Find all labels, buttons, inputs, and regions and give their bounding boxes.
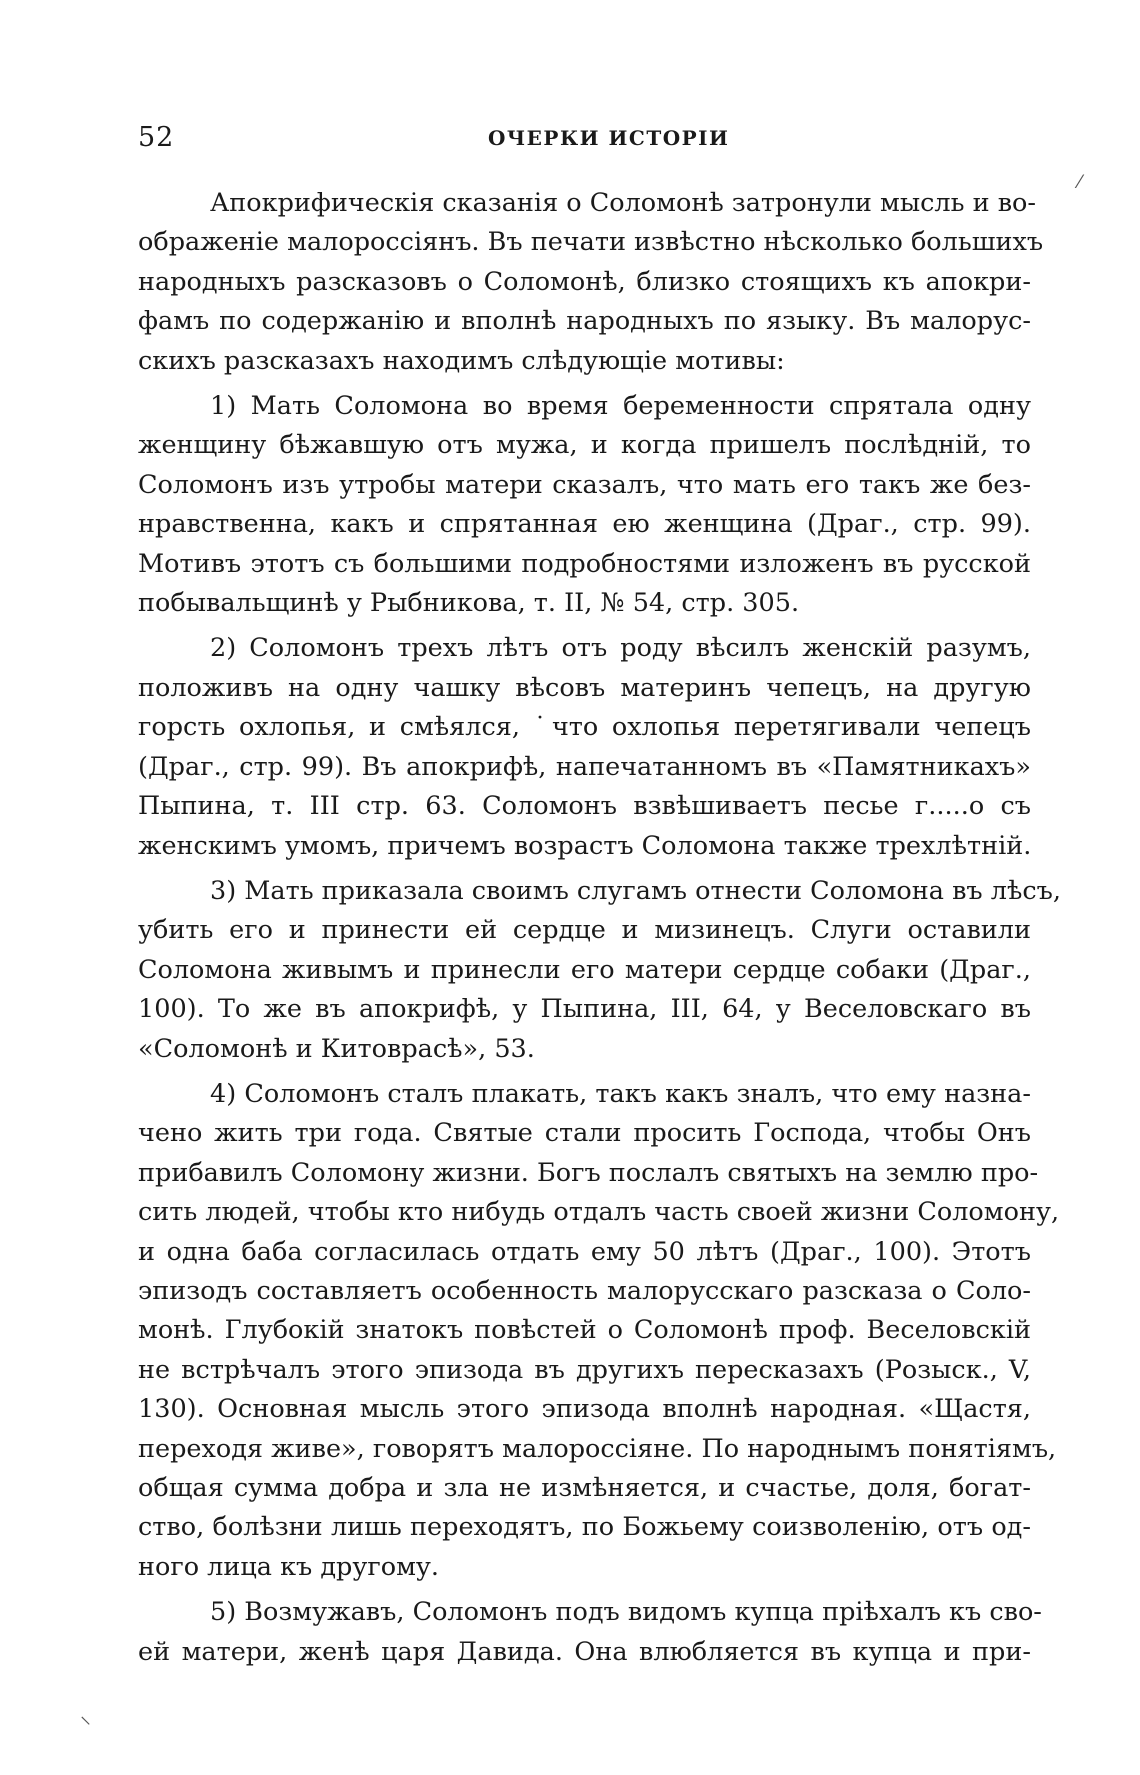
body-text	[138, 184, 1061, 1672]
text-line: ство, болѣзни лишь переходятъ, по Божьему соизволенію, отъ од-	[138, 1512, 1031, 1543]
margin-mark: ⸜	[80, 1704, 92, 1729]
text-line: Мотивъ этотъ съ большими подробностями изложенъ въ русской	[138, 548, 1031, 579]
text-line: 5) Возмужавъ, Соломонъ подъ видомъ купца пріѣхалъ къ сво-	[210, 1597, 1042, 1628]
text-line: нравственна, какъ и спрятанная ею женщина (Драг., стр. 99).	[138, 509, 1031, 540]
text-line: Соломона живымъ и принесли его матери сердце собаки (Драг.,	[138, 954, 1031, 985]
running-title: ОЧЕРКИ ИСТОРІИ	[488, 126, 730, 150]
text-line: сить людей, чтобы кто нибудь отдалъ часть своей жизни Соломону,	[138, 1197, 1060, 1228]
paragraph	[138, 872, 1061, 1069]
text-line: переходя живе», говорятъ малороссіяне. По народнымъ понятіямъ,	[138, 1433, 1057, 1464]
text-line: 130). Основная мысль этого эпизода вполнѣ народная. «Щастя,	[138, 1394, 1031, 1425]
text-line: Соломонъ изъ утробы матери сказалъ, что мать его такъ же без-	[138, 469, 1031, 500]
text-line: убить его и принести ей сердце и мизинецъ. Слуги оставили	[138, 915, 1031, 946]
paragraph	[138, 629, 1031, 865]
margin-mark: ⁄	[1078, 172, 1082, 193]
text-line: не встрѣчалъ этого эпизода въ другихъ пересказахъ (Розыск., V,	[138, 1354, 1031, 1385]
paragraph	[138, 1075, 1060, 1587]
text-line: народныхъ разсказовъ о Соломонѣ, близко стоящихъ къ апокри-	[138, 266, 1031, 297]
text-line: эпизодъ составляетъ особенность малорусскаго разсказа о Соло-	[138, 1275, 1031, 1306]
text-line: ей матери, женѣ царя Давида. Она влюбляется въ купца и при-	[138, 1636, 1031, 1667]
text-line: Апокрифическія сказанія о Соломонѣ затронули мысль и во-	[210, 188, 1037, 218]
text-line: женскимъ умомъ, причемъ возрастъ Соломона также трехлѣтній.	[138, 830, 1032, 861]
text-line: фамъ по содержанію и вполнѣ народныхъ по языку. Въ малорус-	[138, 306, 1031, 337]
text-line: «Соломонѣ и Китоврасѣ», 53.	[138, 1033, 535, 1064]
text-line: (Драг., стр. 99). Въ апокрифѣ, напечатанномъ въ «Памятникахъ»	[138, 751, 1031, 782]
text-line: общая сумма добра и зла не измѣняется, и счастье, доля, богат-	[138, 1473, 1031, 1503]
paragraph	[138, 1593, 1042, 1672]
text-line: скихъ разсказахъ находимъ слѣдующіе мотивы:	[138, 345, 785, 376]
text-line: прибавилъ Соломону жизни. Богъ послалъ святыхъ на землю про-	[138, 1157, 1039, 1188]
page-header	[138, 122, 1031, 156]
text-line: горсть охлопья, и смѣялся, ˙что охлопья перетягивали чепецъ	[138, 712, 1031, 743]
text-line: побывальщинѣ у Рыбникова, т. II, № 54, стр. 305.	[138, 588, 800, 619]
paragraph	[138, 387, 1031, 623]
text-line: чено жить три года. Святые стали просить Господа, чтобы Онъ	[138, 1118, 1031, 1149]
text-line: и одна баба согласилась отдать ему 50 лѣтъ (Драг., 100). Этотъ	[138, 1236, 1031, 1267]
text-line: положивъ на одну чашку вѣсовъ материнъ чепецъ, на другую	[138, 672, 1031, 703]
text-line: ного лица къ другому.	[138, 1551, 440, 1582]
text-line: 4) Соломонъ сталъ плакать, такъ какъ зналъ, что ему назна-	[210, 1078, 1031, 1109]
text-line: Пыпина, т. III стр. 63. Соломонъ взвѣшиваетъ песье г.....о съ	[138, 791, 1031, 822]
text-line: 100). То же въ апокрифѣ, у Пыпина, III, 64, у Веселовскаго въ	[138, 994, 1031, 1025]
text-line: женщину бѣжавшую отъ мужа, и когда пришелъ послѣдній, то	[138, 430, 1031, 461]
paragraph	[138, 184, 1044, 381]
text-line: 3) Мать приказала своимъ слугамъ отнести Соломона въ лѣсъ,	[210, 875, 1061, 906]
text-line: 2) Соломонъ трехъ лѣтъ отъ роду вѣсилъ женскій разумъ,	[210, 633, 1031, 664]
text-line: монѣ. Глубокій знатокъ повѣстей о Соломонѣ проф. Веселовскій	[138, 1315, 1031, 1346]
text-line: 1) Мать Соломона во время беременности спрятала одну	[210, 391, 1031, 422]
page-number: 52	[138, 122, 175, 153]
text-line: ображеніе малороссіянъ. Въ печати извѣстно нѣсколько большихъ	[138, 227, 1044, 258]
